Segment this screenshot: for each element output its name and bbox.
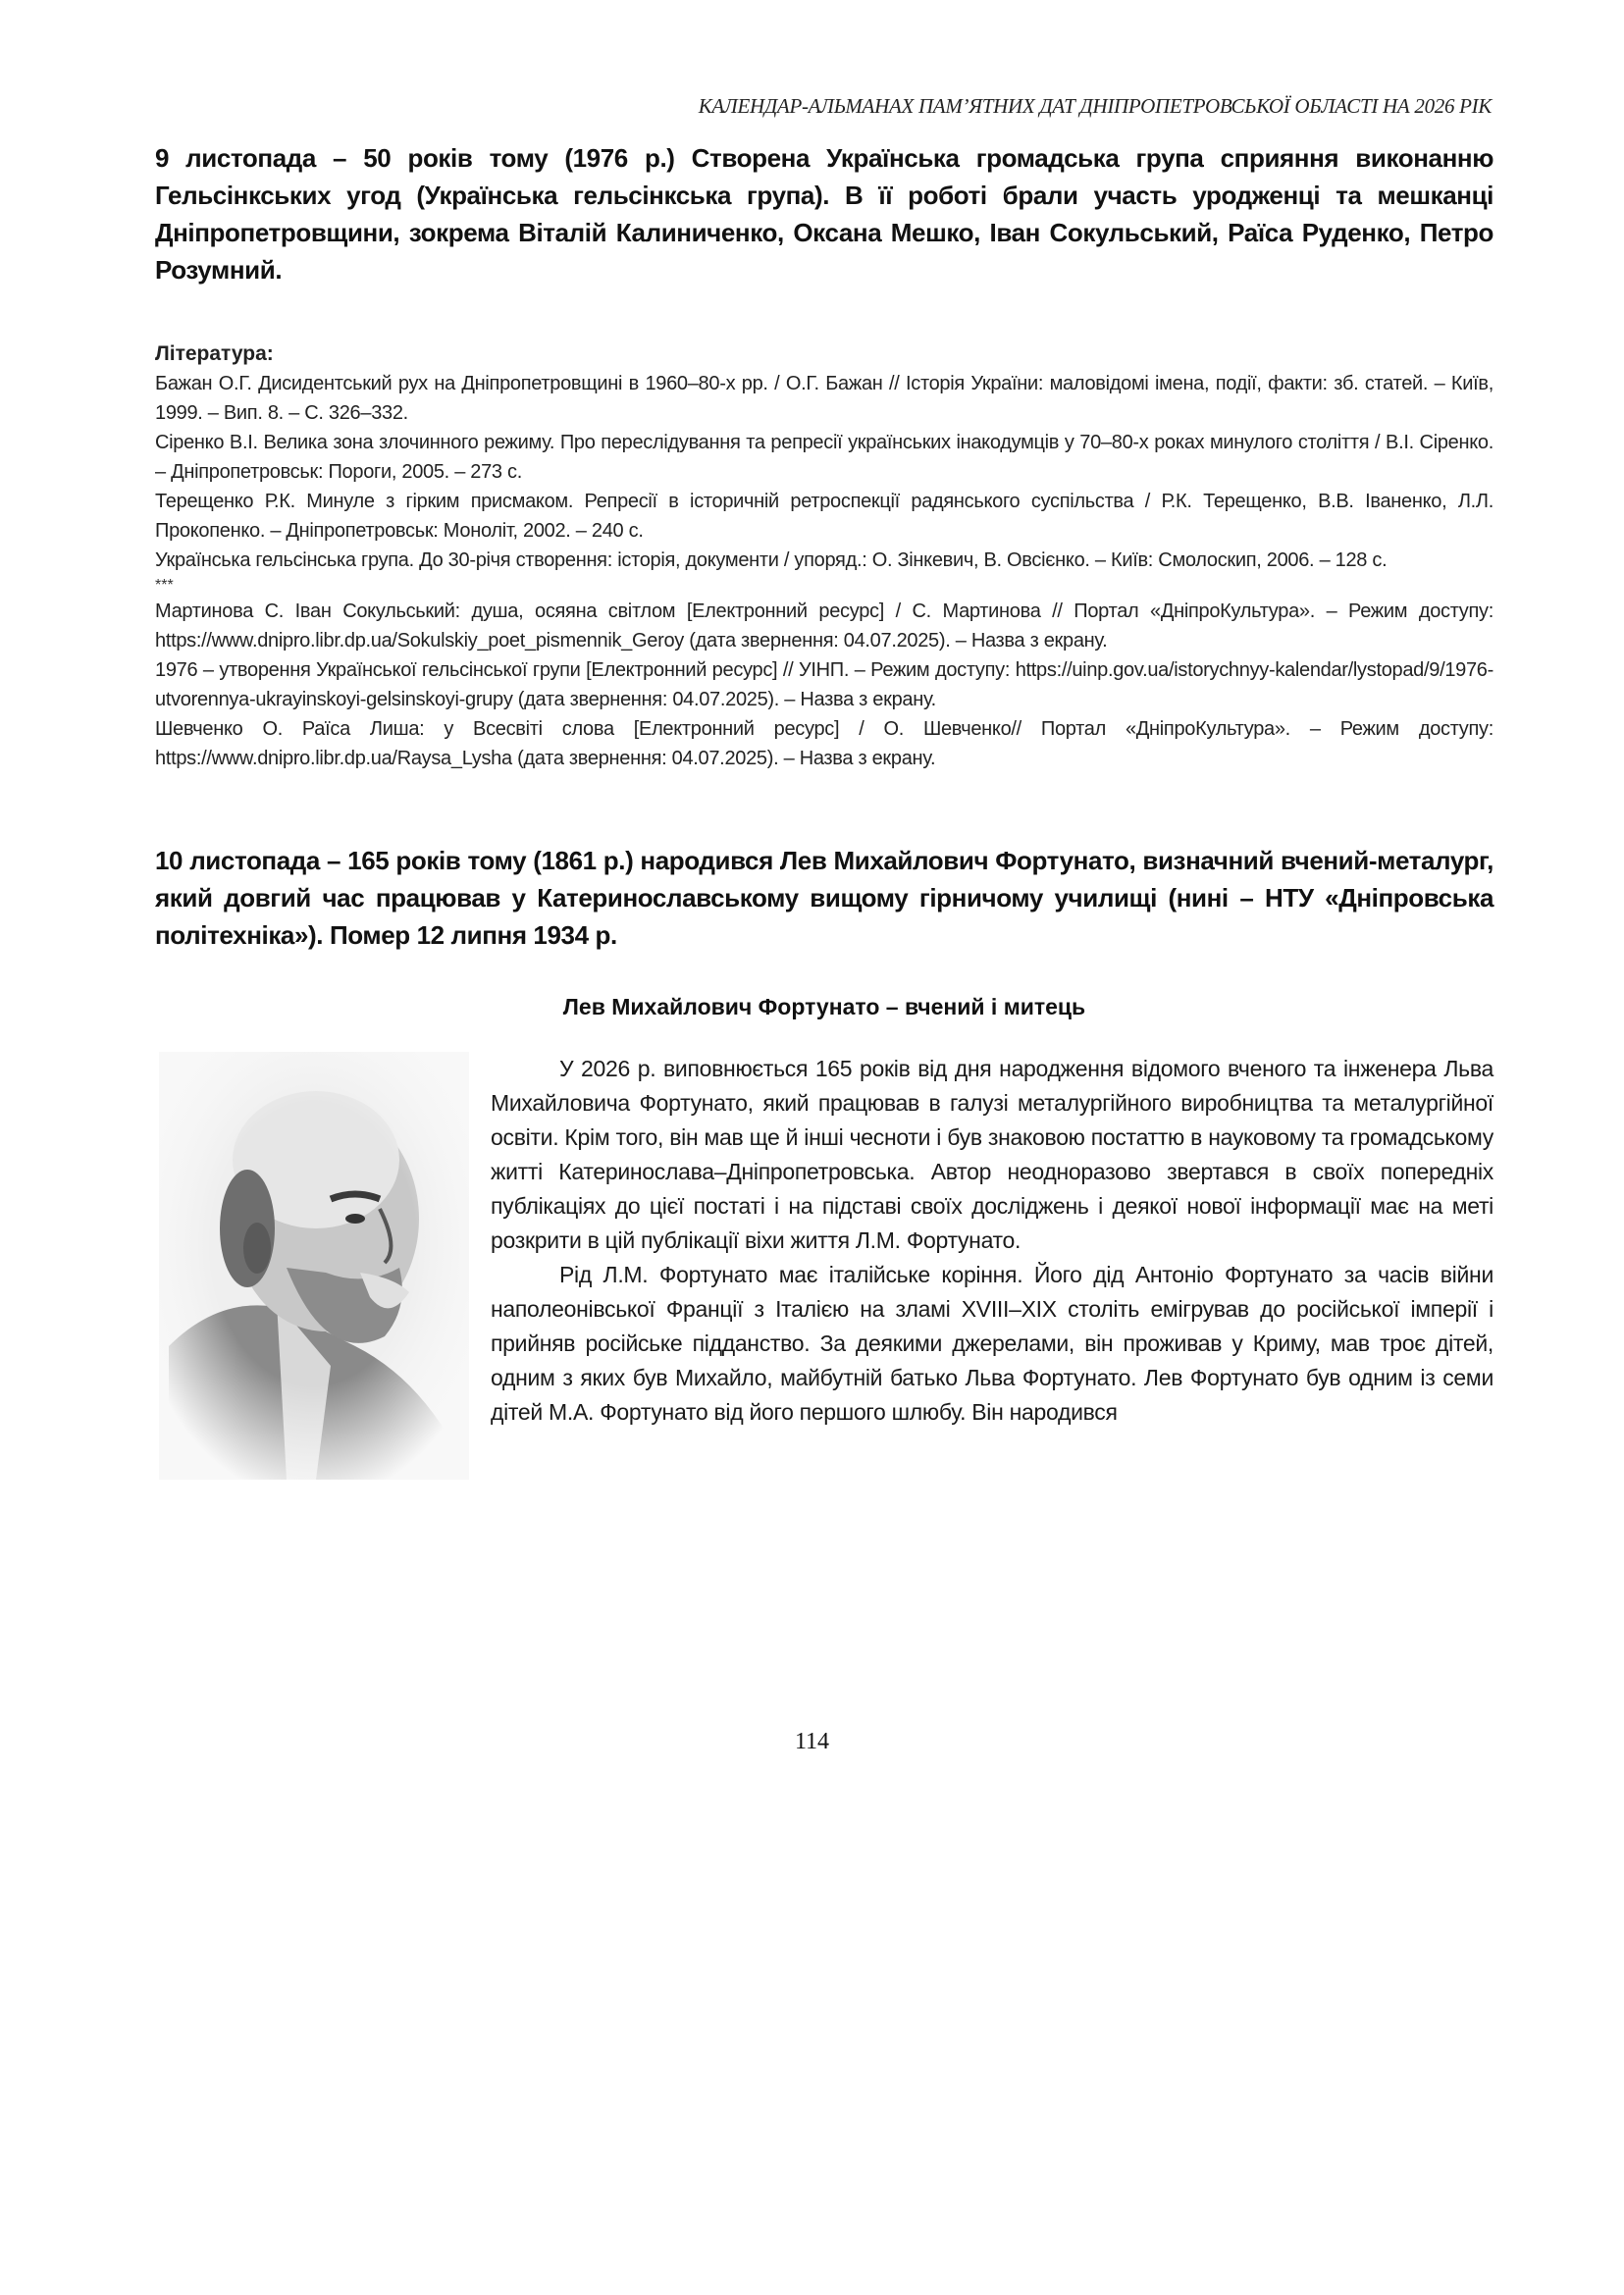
reference-item: Українська гельсінська група. До 30-річя створення: історія, документи / упоряд.: О. Зінкевич, В. Овсієнко. – Київ: Смолоскип, 2006. – 128 с. <box>155 549 1388 571</box>
running-header: КАЛЕНДАР-АЛЬМАНАХ ПАМ’ЯТНИХ ДАТ ДНІПРОПЕТРОВСЬКОЇ ОБЛАСТІ НА 2026 РІК <box>698 94 1492 118</box>
online-references-list <box>155 597 1493 773</box>
event-heading: 10 листопада – 165 років тому (1861 р.) народився Лев Михайлович Фортунато, визначний вчений-металург, який довгий час працював у Катеринославському вищому гірничому училищі (нині – НТУ «Дніпровська політехніка»). Помер 12 липня 1934 р. <box>155 846 1493 950</box>
references-list <box>155 369 1493 575</box>
event-heading: 9 листопада – 50 років тому (1976 р.) Створена Українська громадська група сприяння виконанню Гельсінкських угод (Українська гельсінкська група). В її роботі брали участь уродженці та мешканці Дніпропетровщини, зокрема Віталій Калиниченко, Оксана Мешко, Іван Сокульський, Раїса Руденко, Петро Розумний. <box>155 143 1493 285</box>
event-section-nov-10 <box>155 842 1493 1430</box>
article-paragraph: Рід Л.М. Фортунато має італійське коріння. Його дід Антоніо Фортунато за часів війни наполеонівської Франції з Італією на зламі XVIII–XIX століть емігрував до російської імперії і прийняв російське підданство. За деякими джерелами, він проживав у Криму, мав троє дітей, одним з яких був Михайло, майбутній батько Льва Фортунато. Лев Фортунато був одним із семи дітей М.А. Фортунато від його першого шлюбу. Він народився <box>491 1262 1493 1425</box>
section-separator: *** <box>155 577 174 594</box>
portrait-photo <box>159 1052 469 1480</box>
article-title: Лев Михайлович Фортунато – вчений і митець <box>562 994 1086 1019</box>
reference-item: Бажан О.Г. Дисидентський рух на Дніпропетровщині в 1960–80-х рр. / О.Г. Бажан // Історія України: маловідомі імена, події, факти: зб. статей. – Київ, 1999. – Вип. 8. – С. 326–332. <box>155 373 1493 424</box>
reference-item: Терещенко Р.К. Минуле з гірким присмаком. Репресії в історичній ретроспекції радянського суспільства / Р.К. Терещенко, В.В. Іваненко, Л.Л. Прокопенко. – Дніпропетровськ: Моноліт, 2002. – 240 с. <box>155 491 1493 542</box>
online-reference-item: 1976 – утворення Української гельсінської групи [Електронний ресурс] // УІНП. – Режим доступу: https://uinp.gov.ua/istorychnyy-kalendar/lystopad/9/1976-utvorennya-ukrayinskoyi-gelsinskoyi-grupy (дата звернення: 04.07.2025). – Назва з екрану. <box>155 659 1493 710</box>
page-number: 114 <box>794 1729 830 1754</box>
online-reference-item: Мартинова С. Іван Сокульський: душа, осяяна світлом [Електронний ресурс] / С. Мартинова // Портал «ДніпроКультура». – Режим доступу: https://www.dnipro.libr.dp.ua/Sokulskiy_poet_pismennik_Geroy (дата звернення: 04.07.2025). – Назва з екрану. <box>155 600 1493 652</box>
portrait-figure-icon <box>159 1052 469 1480</box>
reference-item: Сіренко В.І. Велика зона злочинного режиму. Про переслідування та репресії українських інакодумців у 70–80-х роках минулого століття / В.І. Сіренко. – Дніпропетровськ: Пороги, 2005. – 273 с. <box>155 432 1493 483</box>
literature-title: Література: <box>155 342 274 365</box>
online-reference-item: Шевченко О. Раїса Лиша: у Всесвіті слова [Електронний ресурс] / О. Шевченко// Портал «ДніпроКультура». – Режим доступу: https://www.dnipro.libr.dp.ua/Raysa_Lysha (дата звернення: 04.07.2025). – Назва з екрану. <box>155 718 1493 769</box>
article-paragraph: У 2026 р. виповнюється 165 років від дня народження відомого вченого та інженера Льва Михайловича Фортунато, який працював в галузі металургійного виробництва та металургійної освіти. Крім того, він мав ще й інші чесноти і був знаковою постаттю в науковому та громадському житті Катеринослава–Дніпропетровська. Автор неодноразово звертався в своїх попередніх публікаціях до цієї постаті і на підставі своїх досліджень і деякої нової інформації має на меті розкрити в цій публікації віхи життя Л.М. Фортунато. <box>491 1056 1493 1253</box>
article-body <box>155 1052 1493 1430</box>
event-section-nov-9 <box>155 139 1493 773</box>
page-content <box>155 139 1493 1487</box>
